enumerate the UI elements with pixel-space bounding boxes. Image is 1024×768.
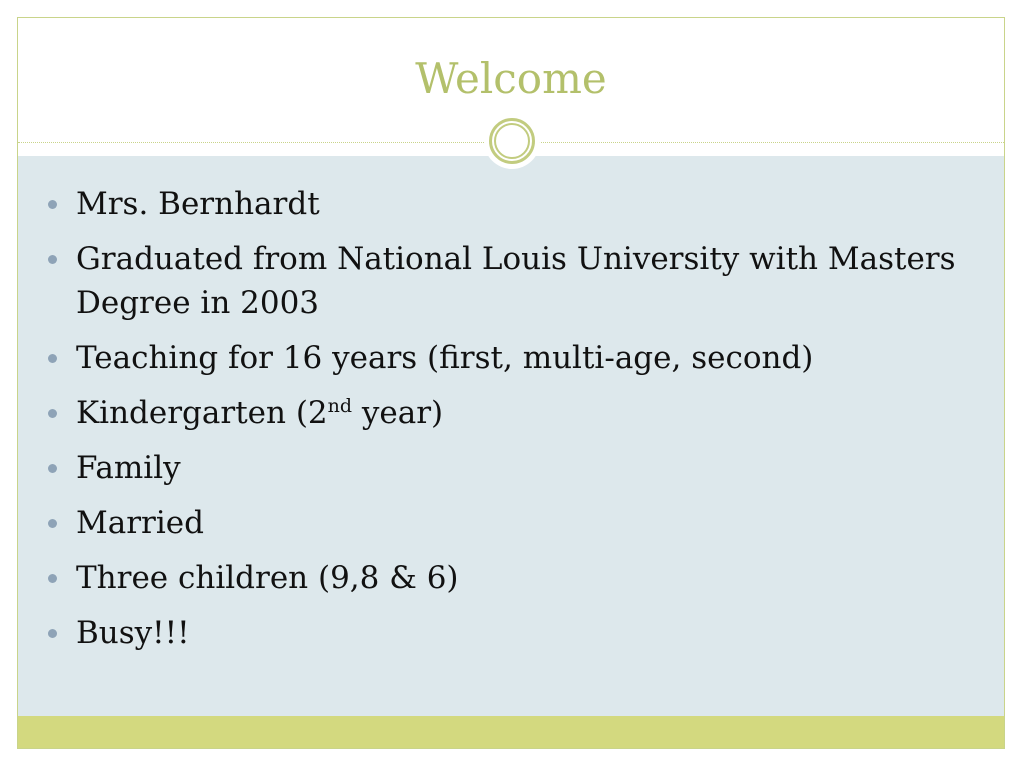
bullet-text: Three children (9,8 & 6) <box>76 560 459 596</box>
bullet-text: Busy!!! <box>76 615 190 651</box>
bullet-text-before: Kindergarten (2 <box>76 395 328 431</box>
bullet-text: Graduated from National Louis University with Masters Degree in 2003 <box>76 241 956 321</box>
bullet-item <box>48 182 978 226</box>
footer-bar <box>18 716 1004 749</box>
bullet-dot-icon <box>48 629 57 638</box>
circle-ornament-icon <box>484 113 540 169</box>
bullet-item <box>48 446 978 490</box>
bullet-item <box>48 611 978 655</box>
bullet-item <box>48 391 978 435</box>
bullet-item <box>48 556 978 600</box>
bullet-dot-icon <box>48 255 57 264</box>
bullet-text: Mrs. Bernhardt <box>76 186 320 222</box>
bullet-dot-icon <box>48 574 57 583</box>
bullet-item <box>48 237 978 325</box>
bullet-item <box>48 501 978 545</box>
bullet-dot-icon <box>48 354 57 363</box>
bullet-text-after: year) <box>352 395 444 431</box>
ornament-inner-ring <box>494 123 530 159</box>
bullet-dot-icon <box>48 519 57 528</box>
bullet-text: Family <box>76 450 181 486</box>
bullet-dot-icon <box>48 200 57 209</box>
bullet-dot-icon <box>48 409 57 418</box>
bullet-text: Married <box>76 505 204 541</box>
slide <box>17 17 1005 749</box>
slide-title: Welcome <box>415 54 607 103</box>
bullet-list <box>48 182 978 666</box>
bullet-superscript: nd <box>327 395 353 417</box>
bullet-item <box>48 336 978 380</box>
bullet-dot-icon <box>48 464 57 473</box>
bullet-text: Teaching for 16 years (first, multi-age, second) <box>76 340 814 376</box>
